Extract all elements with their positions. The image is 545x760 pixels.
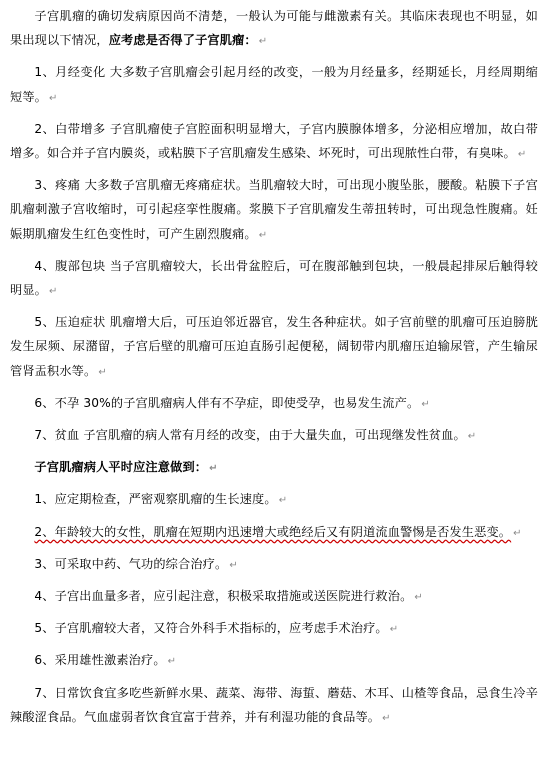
care-text: 5、子宫肌瘤较大者，又符合外科手术指标的，应考虑手术治疗。	[34, 621, 388, 636]
paragraph-mark-icon: ↵	[229, 559, 238, 571]
care-item	[10, 584, 538, 610]
symptom-text: 7、贫血 子宫肌瘤的病人常有月经的改变，由于大量失血，可出现继发性贫血。	[34, 428, 466, 443]
symptom-text: 6、不孕 30%的子宫肌瘤病人伴有不孕症，即使受孕，也易发生流产。	[34, 395, 420, 410]
symptom-text: 2、白带增多 子宫肌瘤使子宫腔面积明显增大，子宫内膜腺体增多，分泌相应增加，故白带增多。如合并子宫内膜炎，或粘膜下子宫肌瘤发生感染、坏死时，可出现脓性白带，有臭味。	[10, 121, 538, 161]
symptom-text: 4、腹部包块 当子宫肌瘤较大，长出骨盆腔后，可在腹部触到包块，一般晨起排尿后触得较明显。	[10, 258, 538, 298]
care-item	[10, 681, 538, 731]
symptom-item	[10, 117, 538, 167]
intro-emphasis: 应考虑是否得了子宫肌瘤：	[108, 33, 257, 48]
paragraph-mark-icon: ↵	[278, 495, 288, 507]
paragraph-mark-icon: ↵	[389, 624, 399, 636]
paragraph-mark-icon: ↵	[513, 527, 522, 539]
care-item	[10, 648, 538, 674]
paragraph-mark-icon: ↵	[209, 463, 218, 475]
paragraph-mark-icon: ↵	[382, 712, 391, 724]
care-heading	[10, 455, 538, 481]
symptom-text: 5、压迫症状 肌瘤增大后，可压迫邻近器官，发生各种症状。如子宫前壁的肌瘤可压迫膀胱发生尿频、尿潴留，子宫后壁的肌瘤可压迫直肠引起便秘，阔韧带内肌瘤压迫输尿管，产生输尿管肾盂积水等。	[10, 315, 538, 378]
paragraph-mark-icon: ↵	[98, 366, 107, 378]
symptom-item	[10, 60, 538, 110]
paragraph-mark-icon: ↵	[517, 149, 527, 161]
care-heading-text: 子宫肌瘤病人平时应注意做到：	[34, 460, 208, 475]
care-item	[10, 616, 538, 642]
symptom-item	[10, 310, 538, 385]
paragraph-mark-icon: ↵	[467, 431, 477, 443]
symptom-text: 3、疼痛 大多数子宫肌瘤无疼痛症状。当肌瘤较大时，可出现小腹坠胀，腰酸。粘膜下子宫肌瘤刺激子宫收缩时，可引起痉挛性腹痛。浆膜下子宫肌瘤发生蒂扭转时，可出现急性腹痛。妊娠期肌瘤发生红色变性时，可产生剧烈腹痛。	[10, 178, 538, 241]
care-item	[10, 520, 538, 546]
paragraph-mark-icon: ↵	[414, 592, 423, 604]
symptom-item	[10, 391, 538, 417]
care-text: 4、子宫出血量多者，应引起注意，积极采取措施或送医院进行救治。	[34, 589, 413, 604]
care-item	[10, 552, 538, 578]
paragraph-mark-icon: ↵	[421, 398, 430, 410]
care-text: 3、可采取中药、气功的综合治疗。	[34, 556, 228, 571]
paragraph-mark-icon: ↵	[49, 286, 58, 298]
care-text: 1、应定期检查，严密观察肌瘤的生长速度。	[34, 492, 277, 507]
intro-text: 子宫肌瘤的确切发病原因尚不清楚，一般认为可能与雌激素有关。其临床表现也不明显，如果出现以下情况，	[10, 9, 538, 48]
paragraph-mark-icon: ↵	[49, 92, 58, 104]
intro-paragraph	[10, 4, 538, 54]
document-body	[10, 4, 538, 731]
care-text: 2、年龄较大的女性，肌瘤在短期内迅速增大或绝经后又有阴道流血警惕是否发生恶变。	[34, 524, 512, 539]
symptom-item	[10, 173, 538, 248]
care-item	[10, 487, 538, 513]
symptom-text: 1、月经变化 大多数子宫肌瘤会引起月经的改变，一般为月经量多，经期延长，月经周期缩短等。	[10, 65, 538, 104]
paragraph-mark-icon: ↵	[167, 656, 177, 668]
paragraph-mark-icon: ↵	[258, 36, 268, 48]
care-text: 6、采用雄性激素治疗。	[34, 653, 166, 668]
care-text: 7、日常饮食宜多吃些新鲜水果、蔬菜、海带、海蜇、蘑菇、木耳、山楂等食品，忌食生冷辛辣酸涩食品。气血虚弱者饮食宜富于营养，并有利湿功能的食品等。	[10, 685, 538, 724]
symptom-item	[10, 254, 538, 304]
paragraph-mark-icon: ↵	[258, 229, 268, 241]
symptom-item	[10, 423, 538, 449]
